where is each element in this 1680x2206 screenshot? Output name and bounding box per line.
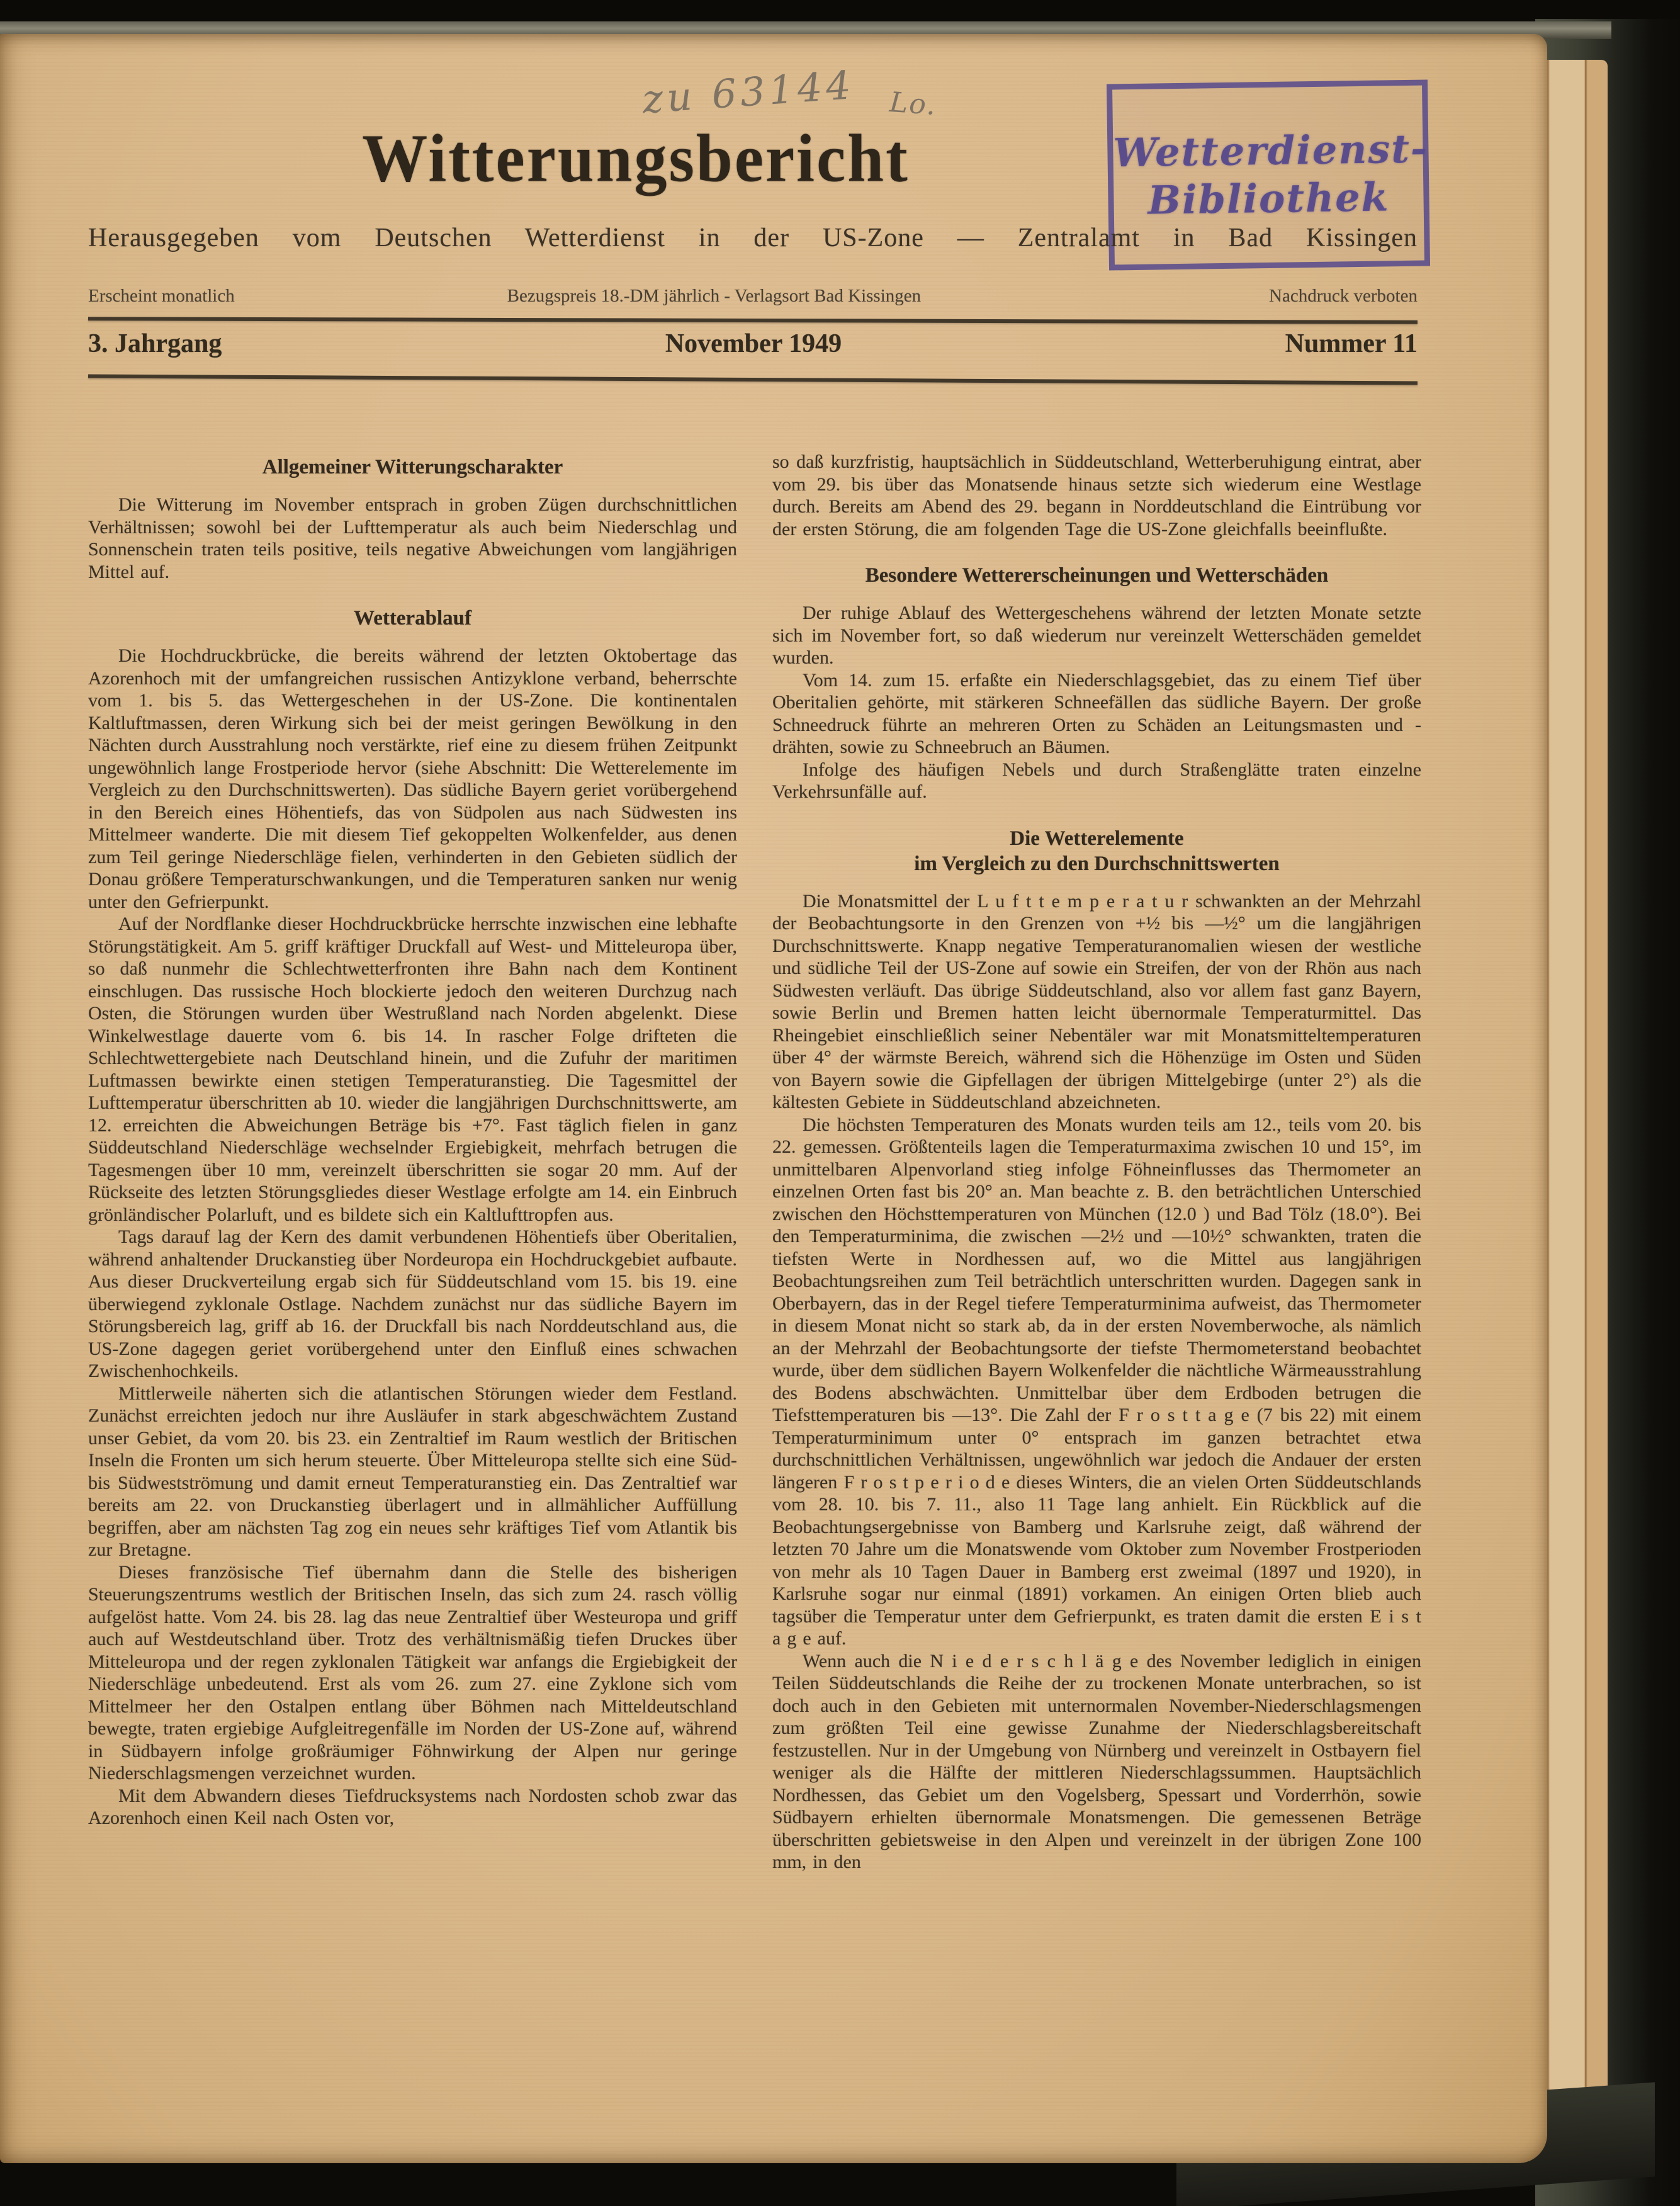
paragraph: Vom 14. zum 15. erfaßte ein Niederschlagsgebiet, das zu einem Tief über Oberitalien gehörte, mit stärkeren Schneefällen das südliche Bayern. Der große Schneedruck führte an mehreren Orten zu Schäden an Leitungsmasten und -drähten, sowie zu Schneebruch an Bäumen. [772,669,1421,757]
publication-frequency: Erscheint monatlich [88,286,235,306]
section-heading-weather-sequence: Wetterablauf [354,607,471,630]
volume-label: 3. Jahrgang [88,329,222,358]
horizontal-rule-top [88,317,1418,324]
section-heading-special-phenomena: Besondere Wettererscheinungen und Wetterschäden [865,564,1329,587]
paragraph: Dieses französische Tief übernahm dann die Stelle des bisherigen Steuerungszentrums westlich der Britischen Inseln, das sich zum 24. rasch völlig aufgelöst hatte. Vom 24. bis 28. lag das neue Zentraltief über Westeuropa und griff auch auf Westdeutschland über. Trotz des verhältnismäßig tiefen Druckes über Mitteleuropa und der regen zyklonalen Tätigkeit war anfangs die Ergiebigkeit der Niederschläge unbedeutend. Erst als vom 26. zum 27. eine Zyklone sich vom Mittelmeer her den Ostalpen entlang über Böhmen nach Mitteldeutschland bewegte, traten ergiebige Aufgleitregenfälle im Norden der US-Zone auf, während in Südbayern infolge großräumiger Föhnwirkung der Alpen nur geringe Niederschlagsmengen verzeichnet wurden. [88,1561,737,1784]
paragraph: Die Monatsmittel der L u f t t e m p e r a t u r schwankten an der Mehrzahl der Beobachtungsorte in den Grenzen von +½ bis —½° um die langjährigen Durchschnittswerte. Knapp negative Temperaturanomalien wiesen der westliche und südliche Teil der US-Zone auf sowie ein Streifen, der von der Rhön aus nach Südwesten verläuft. Das übrige Süddeutschland, also vor allem fast ganz Bayern, sowie Berlin und Bremen hatten leicht übernormale Temperaturmittel. Das Rheingebiet einschließlich seiner Nebentäler war mit Monatsmitteltemperaturen über 4° der wärmste Bereich, während sich die Höhenzüge im Osten und Süden von Bayern sowie die Gipfellagen der übrigen Mittelgebirge (unter 2°) als die kältesten Gebiete in Süddeutschland abzeichneten. [772,890,1421,1112]
paragraph: Infolge des häufigen Nebels und durch Straßenglätte traten einzelne Verkehrsunfälle auf. [772,759,1421,802]
paragraph: Mittlerweile näherten sich die atlantischen Störungen wieder dem Festland. Zunächst erreichten jedoch nur ihre Ausläufer in stark abgeschwächtem Zustand unser Gebiet, da vom 20. bis 23. ein Zentraltief im Raum westlich der Britischen Inseln die Fronten um sich herum steuerte. Über Mitteleuropa stellte sich eine Süd- bis Südwestströmung und damit erneut Temperaturanstieg ein. Das Zentraltief war bereits am 22. von Druckanstieg überlagert und in allmählicher Auffüllung begriffen, aber am nächsten Tag zog ein neues sehr kräftiges Tief vom Atlantik bis zur Bretagne. [88,1383,737,1560]
two-column-text-area [88,451,1421,2075]
paragraph: Tags darauf lag der Kern des damit verbundenen Höhentiefs über Oberitalien, während anhaltender Druckanstieg über Nordeuropa ein Hochdruckgebiet aufbaute. Aus dieser Druckverteilung ergab sich für Süddeutschland vom 15. bis 19. eine überwiegend zyklonale Ostlage. Nachdem zunächst nur das südliche Bayern im Störungsbereich lag, griff ab 16. der Druckfall bis nach Norddeutschland aus, die US-Zone dagegen geriet vorübergehend unter den Einfluß eines schwachen Zwischenhochkeils. [88,1226,737,1381]
paragraph: Wenn auch die N i e d e r s c h l ä g e des November lediglich in einigen Teilen Süddeutschlands die Reihe der zu trockenen Monate unterbrachen, so ist doch auch in den Gebieten mit unternormalen November-Niederschlagsmengen zum größten Teil eine gewisse Zunahme der Niederschlagsbereitschaft festzustellen. Nur in der Umgebung von Nürnberg und vereinzelt in Ostbayern fiel weniger als die Hälfte der mittleren Niederschlagssummen. Hauptsächlich Nordhessen, das Gebiet um den Vogelsberg, Spessart und Vorderrhön, sowie Südbayern erhielten übernormale Monatsmengen. Die gemessenen Beträge überschritten gebietsweise in den Alpen und vereinzelt in der übrigen Zone 100 mm, in den [772,1650,1421,1872]
issue-info-row [88,329,1418,359]
price-and-place: Bezugspreis 18.-DM jährlich - Verlagsort Bad Kissingen [507,286,922,306]
right-text-column [772,451,1421,2075]
handwritten-note [641,52,996,123]
paragraph: Mit dem Abwandern dieses Tiefdrucksystems nach Nordosten schob zwar das Azorenhoch einen Keil nach Osten vor, [88,1785,737,1828]
paragraph: Die Witterung im November entsprach in groben Zügen durchschnittlichen Verhältnissen; sowohl bei der Lufttemperatur als auch beim Niederschlag und Sonnenschein traten teils positive, teils negative Abweichungen vom langjährigen Mittel auf. [88,494,737,582]
reprint-notice: Nachdruck verboten [1269,286,1418,306]
library-stamp-line2: Bibliothek [1147,174,1390,223]
section-heading-general-character: Allgemeiner Witterungscharakter [262,456,563,478]
paragraph: Die Hochdruckbrücke, die bereits während der letzten Oktobertage das Azorenhoch mit der umfangreichen russischen Antizyklone verband, beherrschte vom 1. bis 5. das Wettergeschehen in der US-Zone. Die kontinentalen Kaltluftmassen, deren Wirkung sich bei der meist geringen Bewölkung in den Nächten durch Ausstrahlung noch verstärkte, rief eine zu diesem frühen Zeitpunkt ungewöhnlich lange Frostperiode hervor (siehe Abschnitt: Die Wetterelemente im Vergleich zu den Durchschnittswerten). Das südliche Bayern geriet vorübergehend in den Bereich eines Höhentiefs, das von Südpolen aus nach Südwesten ins Mittelmeer wanderte. Die mit diesem Tief gekoppelten Wolkenfelder, aus denen zum Teil geringe Niederschläge fielen, verhinderten in den Gebieten südlich der Donau größere Temperaturschwankungen, und die Temperaturen sanken nur wenig unter den Gefrierpunkt. [88,645,737,912]
section-heading-weather-elements-line1: Die Wetterelemente [1010,827,1184,850]
section-heading-weather-elements-line2: im Vergleich zu den Durchschnittswerten [914,852,1280,875]
handwritten-initials: Lo. [888,86,939,122]
paragraph-continuation: so daß kurzfristig, hauptsächlich in Süddeutschland, Wetterberuhigung eintrat, aber vom 29. bis über das Monatsende hinaus setzte sich wiederum eine Westlage durch. Bereits am Abend des 29. begann in Norddeutschland die Eintrübung vor der ersten Störung, die am folgenden Tage die US-Zone gleichfalls beeinflußte. [772,451,1421,540]
section-heading-weather-elements [772,826,1421,876]
publication-info-row [88,286,1418,307]
paragraph: Die höchsten Temperaturen des Monats wurden teils am 12., teils vom 20. bis 22. gemessen. Größtenteils lagen die Temperaturmaxima zwischen 10 und 15°, im unmittelbaren Alpenvorland stieg infolge Föhneinflusses das Thermometer an einzelnen Orten fast bis 20° an. Man beachte z. B. den beträchtlichen Unterschied zwischen den Höchsttemperaturen von München (12.0 ) und Bad Tölz (18.0°). Bei den Temperaturminima, die zwischen —2½ und —10½° schwankten, traten die tiefsten Werte in Nordhessen auf, wo die Mittel aus langjährigen Beobachtungsreihen zum Teil beträchtlich unterschritten wurden. Dagegen sank in Oberbayern, das in der Regel tiefere Temperaturminima aufweist, das Thermometer in diesem Monat nicht so stark ab, da in der ersten Novemberwoche, als nämlich an der Mehrzahl der Beobachtungsorte der tiefste Thermometerstand beobachtet wurde, über dem südlichen Bayern Wolkenfelder die nächtliche Wärmeausstrahlung des Bodens abschwächten. Unmittelbar über dem Erdboden betrugen die Tiefsttemperaturen bis —13°. Die Zahl der F r o s t t a g e (7 bis 22) mit einem Temperaturminimum unter 0° entsprach im ganzen betrachtet etwa durchschnittlichen Verhältnissen, ungewöhnlich war jedoch die Andauer der ersten längeren F r o s t p e r i o d e dieses Winters, die an vielen Orten Süddeutschlands vom 28. 10. bis 7. 11., also 11 Tage lang anhielt. Ein Rückblick auf die Beobachtungsergebnisse von Bamberg und Karlsruhe zeigt, daß während der letzten 70 Jahre um die Monatswende vom Oktober zum November Frostperioden von mehr als 10 Tagen Dauer in Bamberg erst zweimal (1897 und 1920), in Karlsruhe sogar nur einmal (1891) vorkamen. An einigen Orten blieb auch tagsüber die Temperatur unter dem Gefrierpunkt, es traten damit die ersten E i s t a g e auf. [772,1114,1421,1649]
issue-date: November 1949 [665,329,842,358]
paragraph: Auf der Nordflanke dieser Hochdruckbrücke herrschte inzwischen eine lebhafte Störungstätigkeit. Am 5. griff kräftiger Druckfall auf West- und Mitteleuropa über, so daß nunmehr die Schlechtwetterfronten ihre Bahn nach dem Kontinent einschlugen. Das russische Hoch blockierte jedoch den weiteren Durchzug nach Osten, die Störungen wurden über Westrußland nach Norden abgelenkt. Diese Winkelwestlage dauerte vom 6. bis 14. In rascher Folge drifteten die Schlechtwettergebiete nach Deutschland hinein, und die Zufuhr der maritimen Luftmassen bewirkte einen stetigen Temperaturanstieg. Die Tagesmittel der Lufttemperatur überschritten ab 10. wieder die langjährigen Durchschnittswerte, am 12. erreichten die Abweichungen Beträge bis +7°. Fast täglich fielen in ganz Süddeutschland Niederschläge wechselnder Ergiebigkeit, mehrfach betrugen die Tagesmengen über 10 mm, vereinzelt überschritten sie sogar 20 mm. Auf der Rückseite des letzten Störungsgliedes dieser Westlage erfolgte am 14. ein Einbruch grönländischer Polarluft, und es bildete sich ein Kaltlufttropfen aus. [88,914,737,1225]
horizontal-rule-bottom [88,374,1418,385]
page-title: Witterungsbericht [362,120,910,196]
library-stamp-line1: Wetterdienst- [1112,125,1429,176]
document-page [0,34,1547,2163]
paragraph: Der ruhige Ablauf des Wettergeschehens während der letzten Monate setzte sich im November fort, so daß wiederum nur vereinzelt Wetterschäden gemeldet wurden. [772,602,1421,668]
publisher-line: Herausgegeben vom Deutschen Wetterdienst in der US-Zone — Zentralamt in Bad Kissingen [88,223,1418,252]
issue-number: Nummer 11 [1285,329,1418,358]
left-text-column [88,451,737,2075]
handwritten-catalog-number: zu 63144 [641,62,856,123]
